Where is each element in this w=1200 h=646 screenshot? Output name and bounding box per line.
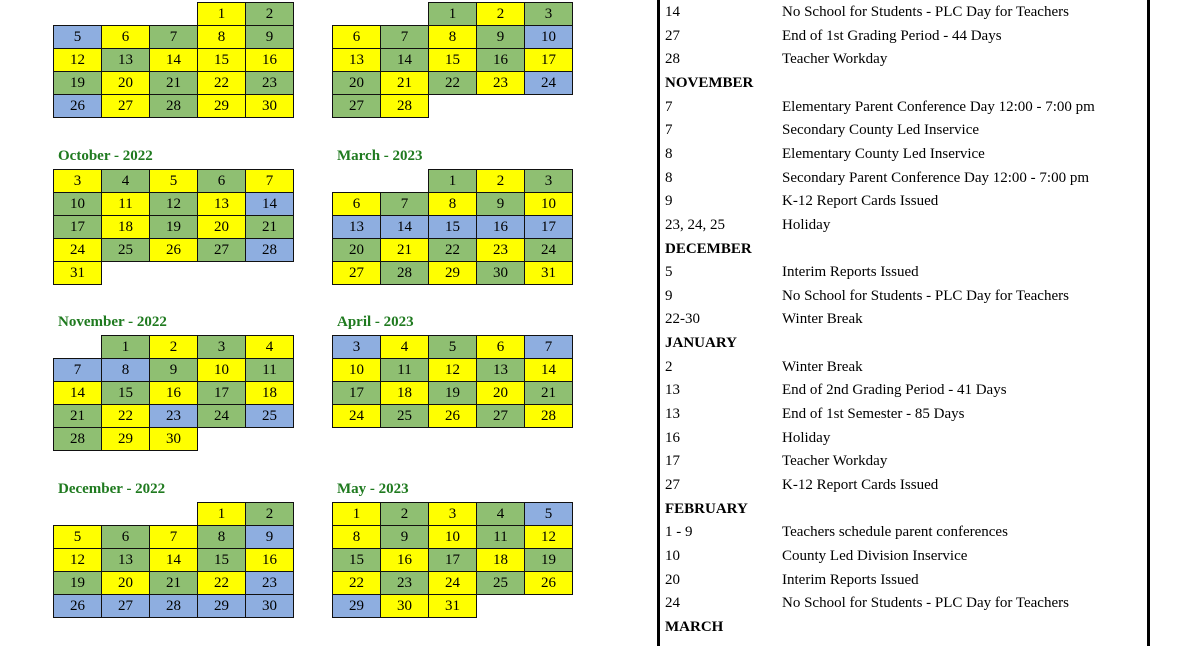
event-date: 10 [665,547,680,564]
month-title: March - 2023 [337,148,423,164]
event-date: 9 [665,193,673,210]
day-cell [54,503,102,526]
day-cell: 14 [150,549,198,572]
month-section-header: DECEMBER [665,240,752,257]
day-cell [150,503,198,526]
day-cell [246,262,294,285]
day-cell: 21 [381,239,429,262]
day-cell: 10 [525,26,573,49]
day-cell: 7 [525,336,573,359]
day-cell: 26 [525,572,573,595]
day-cell: 15 [102,382,150,405]
day-cell: 10 [198,359,246,382]
day-cell: 22 [333,572,381,595]
day-cell: 28 [54,428,102,451]
day-cell: 23 [381,572,429,595]
day-cell [102,503,150,526]
day-cell: 26 [54,95,102,118]
day-cell: 6 [477,336,525,359]
event-description: K-12 Report Cards Issued [782,477,939,493]
day-cell: 28 [150,595,198,618]
day-cell: 20 [102,72,150,95]
day-cell: 22 [198,572,246,595]
day-cell: 24 [525,72,573,95]
day-cell: 14 [54,382,102,405]
day-cell: 15 [198,549,246,572]
event-description: End of 1st Grading Period - 44 Days [782,27,1002,44]
day-cell: 27 [102,595,150,618]
day-cell: 13 [102,549,150,572]
day-cell: 10 [429,526,477,549]
month-title: November - 2022 [58,314,167,330]
event-date: 27 [665,477,680,493]
day-cell: 31 [429,595,477,618]
event-description: Holiday [782,429,831,446]
day-cell: 18 [102,216,150,239]
day-cell: 12 [150,193,198,216]
day-cell: 15 [333,549,381,572]
event-date: 13 [665,406,680,423]
day-cell: 15 [429,216,477,239]
event-date: 17 [665,453,680,470]
day-cell: 17 [525,49,573,72]
day-cell: 29 [198,95,246,118]
day-cell: 21 [54,405,102,428]
day-cell: 27 [102,95,150,118]
day-cell [246,428,294,451]
day-cell: 11 [246,359,294,382]
day-cell: 28 [525,405,573,428]
day-cell: 11 [477,526,525,549]
day-cell: 2 [246,503,294,526]
day-cell: 3 [525,3,573,26]
day-cell [333,428,381,451]
day-cell: 2 [246,3,294,26]
day-cell: 1 [429,3,477,26]
day-cell [381,3,429,26]
day-cell: 4 [102,170,150,193]
month-calendar [332,335,573,450]
day-cell: 29 [198,595,246,618]
day-cell: 26 [54,595,102,618]
day-cell: 28 [381,262,429,285]
day-cell: 30 [150,428,198,451]
event-date: 9 [665,287,673,304]
day-cell: 20 [333,239,381,262]
event-date: 8 [665,145,673,162]
day-cell: 5 [525,503,573,526]
day-cell: 16 [477,216,525,239]
day-cell: 15 [198,49,246,72]
day-cell: 1 [333,503,381,526]
day-cell [381,170,429,193]
event-date: 22-30 [665,311,700,328]
event-date: 20 [665,571,680,588]
event-description: End of 2nd Grading Period - 41 Days [782,382,1007,399]
day-cell: 24 [333,405,381,428]
event-description: Interim Reports Issued [782,571,919,588]
event-description: No School for Students - PLC Day for Teachers [782,287,1069,304]
day-cell: 19 [525,549,573,572]
day-cell: 16 [381,549,429,572]
day-cell [525,428,573,451]
day-cell: 5 [150,170,198,193]
day-cell: 27 [333,262,381,285]
day-cell: 30 [246,95,294,118]
day-cell: 6 [198,170,246,193]
event-date: 14 [665,4,680,20]
day-cell: 25 [102,239,150,262]
day-cell: 27 [198,239,246,262]
day-cell: 5 [54,26,102,49]
day-cell [477,595,525,618]
day-cell: 12 [54,549,102,572]
day-cell [198,262,246,285]
month-calendar [53,335,294,451]
day-cell [381,428,429,451]
day-cell: 20 [198,216,246,239]
month-section-header: NOVEMBER [665,74,754,91]
day-cell: 24 [525,239,573,262]
day-cell: 27 [333,95,381,118]
day-cell: 23 [246,72,294,95]
day-cell: 3 [54,170,102,193]
day-cell: 15 [429,49,477,72]
day-cell: 6 [333,193,381,216]
day-cell: 7 [381,26,429,49]
day-cell [525,595,573,618]
event-description: Secondary County Led Inservice [782,122,980,139]
event-date: 28 [665,51,680,68]
event-description: Teacher Workday [782,453,888,470]
day-cell: 7 [54,359,102,382]
day-cell: 28 [381,95,429,118]
day-cell: 30 [477,262,525,285]
month-section-header: JANUARY [665,335,737,352]
day-cell: 13 [333,49,381,72]
day-cell: 31 [525,262,573,285]
event-description: No School for Students - PLC Day for Teachers [782,4,1069,20]
day-cell: 1 [198,503,246,526]
day-cell: 9 [150,359,198,382]
day-cell: 22 [102,405,150,428]
day-cell: 14 [381,216,429,239]
day-cell: 18 [477,549,525,572]
day-cell: 3 [429,503,477,526]
day-cell: 31 [54,262,102,285]
day-cell: 11 [381,359,429,382]
month-calendar [53,502,294,618]
event-description: Elementary Parent Conference Day 12:00 - 7:00 pm [782,98,1095,115]
day-cell: 22 [198,72,246,95]
month-calendar [53,169,294,285]
event-date: 7 [665,122,673,139]
day-cell: 19 [54,72,102,95]
day-cell: 17 [525,216,573,239]
day-cell [150,262,198,285]
day-cell: 7 [150,526,198,549]
day-cell: 1 [429,170,477,193]
day-cell: 17 [198,382,246,405]
day-cell: 13 [198,193,246,216]
day-cell: 3 [333,336,381,359]
event-description: No School for Students - PLC Day for Teachers [782,595,1069,612]
event-description: Teacher Workday [782,51,888,68]
day-cell: 8 [102,359,150,382]
day-cell: 9 [477,193,525,216]
day-cell: 1 [102,336,150,359]
month-title: October - 2022 [58,148,153,164]
day-cell [429,428,477,451]
day-cell: 8 [198,526,246,549]
day-cell: 21 [381,72,429,95]
day-cell: 8 [429,26,477,49]
day-cell: 7 [150,26,198,49]
day-cell [477,428,525,451]
day-cell: 9 [246,526,294,549]
event-description: K-12 Report Cards Issued [782,193,939,210]
event-date: 27 [665,27,680,44]
event-date: 1 - 9 [665,524,693,541]
day-cell: 17 [429,549,477,572]
event-description: End of 1st Semester - 85 Days [782,406,965,423]
day-cell [198,428,246,451]
day-cell: 23 [477,72,525,95]
day-cell: 8 [333,526,381,549]
day-cell: 2 [150,336,198,359]
day-cell: 28 [150,95,198,118]
day-cell: 30 [381,595,429,618]
month-section-header: FEBRUARY [665,500,748,517]
day-cell: 25 [246,405,294,428]
day-cell: 7 [381,193,429,216]
day-cell: 16 [246,49,294,72]
day-cell: 28 [246,239,294,262]
day-cell [102,3,150,26]
day-cell: 12 [525,526,573,549]
day-cell: 2 [477,170,525,193]
day-cell: 14 [246,193,294,216]
event-description: Interim Reports Issued [782,264,919,281]
day-cell: 5 [429,336,477,359]
day-cell: 16 [246,549,294,572]
month-calendar [332,2,573,118]
day-cell: 21 [150,572,198,595]
day-cell: 18 [246,382,294,405]
day-cell: 23 [246,572,294,595]
day-cell: 25 [477,572,525,595]
day-cell: 17 [54,216,102,239]
day-cell: 29 [102,428,150,451]
day-cell: 22 [429,239,477,262]
event-date: 2 [665,358,673,375]
day-cell: 22 [429,72,477,95]
day-cell [333,3,381,26]
day-cell [477,95,525,118]
month-calendar [332,502,573,618]
month-title: May - 2023 [337,481,409,497]
event-date: 24 [665,595,680,612]
day-cell: 19 [150,216,198,239]
event-date: 8 [665,169,673,186]
day-cell: 12 [429,359,477,382]
day-cell: 1 [198,3,246,26]
day-cell: 14 [525,359,573,382]
month-calendar [53,2,294,118]
event-description: Winter Break [782,358,863,375]
day-cell: 21 [150,72,198,95]
day-cell: 10 [54,193,102,216]
day-cell: 4 [246,336,294,359]
day-cell [333,170,381,193]
day-cell: 9 [381,526,429,549]
day-cell: 2 [477,3,525,26]
day-cell [429,95,477,118]
day-cell: 4 [381,336,429,359]
day-cell: 23 [477,239,525,262]
day-cell: 20 [477,382,525,405]
day-cell [102,262,150,285]
day-cell [525,95,573,118]
day-cell: 10 [333,359,381,382]
day-cell: 27 [477,405,525,428]
month-title: April - 2023 [337,314,414,330]
day-cell: 14 [381,49,429,72]
event-date: 5 [665,264,673,281]
day-cell: 3 [198,336,246,359]
day-cell: 9 [246,26,294,49]
day-cell: 7 [246,170,294,193]
day-cell: 9 [477,26,525,49]
day-cell: 26 [150,239,198,262]
event-description: Elementary County Led Inservice [782,145,985,162]
day-cell: 6 [102,526,150,549]
event-date: 7 [665,98,673,115]
event-description: Holiday [782,216,831,233]
day-cell: 16 [477,49,525,72]
event-description: Winter Break [782,311,863,328]
event-description: Secondary Parent Conference Day 12:00 - 7:00 pm [782,169,1089,186]
day-cell [54,3,102,26]
day-cell: 13 [477,359,525,382]
event-date: 23, 24, 25 [665,216,725,233]
day-cell: 8 [429,193,477,216]
month-calendar [332,169,573,285]
day-cell: 29 [333,595,381,618]
month-title: December - 2022 [58,481,166,497]
day-cell: 14 [150,49,198,72]
event-description: Teachers schedule parent conferences [782,524,1008,541]
day-cell: 3 [525,170,573,193]
day-cell: 24 [198,405,246,428]
day-cell: 4 [477,503,525,526]
day-cell: 20 [333,72,381,95]
event-date: 16 [665,429,680,446]
day-cell: 8 [198,26,246,49]
day-cell: 24 [54,239,102,262]
day-cell: 13 [333,216,381,239]
day-cell: 6 [333,26,381,49]
day-cell: 19 [54,572,102,595]
day-cell: 30 [246,595,294,618]
day-cell: 6 [102,26,150,49]
day-cell: 10 [525,193,573,216]
day-cell: 23 [150,405,198,428]
event-date: 13 [665,382,680,399]
day-cell: 19 [429,382,477,405]
day-cell: 21 [246,216,294,239]
day-cell [150,3,198,26]
day-cell: 18 [381,382,429,405]
day-cell: 20 [102,572,150,595]
day-cell: 2 [381,503,429,526]
day-cell: 16 [150,382,198,405]
day-cell: 12 [54,49,102,72]
day-cell: 11 [102,193,150,216]
day-cell [54,336,102,359]
day-cell: 29 [429,262,477,285]
day-cell: 25 [381,405,429,428]
day-cell: 5 [54,526,102,549]
day-cell: 21 [525,382,573,405]
day-cell: 24 [429,572,477,595]
day-cell: 17 [333,382,381,405]
month-section-header: MARCH [665,618,724,635]
event-description: County Led Division Inservice [782,547,968,564]
day-cell: 13 [102,49,150,72]
day-cell: 26 [429,405,477,428]
